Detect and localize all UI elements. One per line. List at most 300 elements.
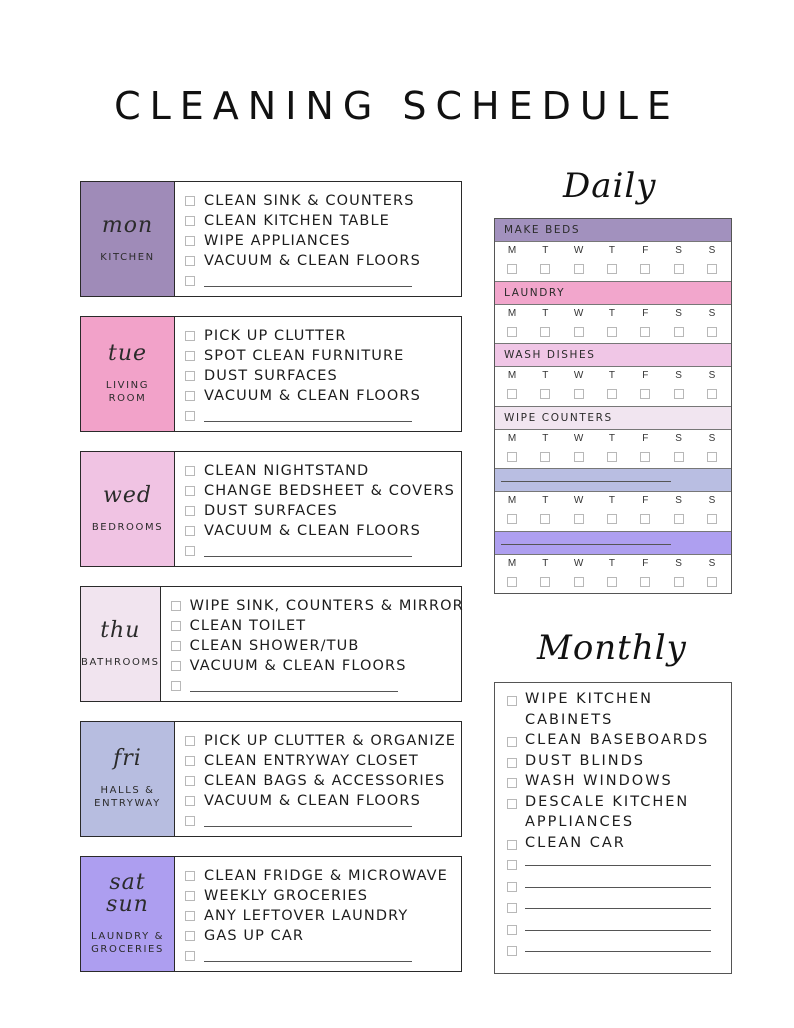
weekday-letter: S xyxy=(708,370,716,382)
task-checkbox[interactable] xyxy=(185,466,195,476)
write-in-line[interactable] xyxy=(204,275,412,287)
weekday-checkbox[interactable] xyxy=(640,452,650,462)
task-checkbox[interactable] xyxy=(185,891,195,901)
blank-task-item xyxy=(171,676,464,696)
weekday-letter: F xyxy=(642,432,649,444)
weekday-letter: M xyxy=(507,432,517,444)
weekday-letter: W xyxy=(573,245,584,256)
task-item xyxy=(185,906,461,926)
task-label: VACUUM & CLEAN FLOORS xyxy=(204,253,421,269)
monthly-checkbox[interactable] xyxy=(507,737,517,747)
weekday-column xyxy=(705,433,719,462)
weekday-checkboxes xyxy=(495,555,731,587)
task-list xyxy=(175,317,461,431)
write-in-line[interactable] xyxy=(525,875,711,888)
weekday-letter: S xyxy=(708,307,716,319)
weekday-column xyxy=(505,558,519,587)
weekday-letter: T xyxy=(608,307,616,319)
weekday-checkbox[interactable] xyxy=(674,514,684,524)
task-checkbox[interactable] xyxy=(185,391,195,401)
weekday-checkbox[interactable] xyxy=(507,577,517,587)
weekday-checkbox[interactable] xyxy=(507,389,517,399)
weekday-column xyxy=(538,245,552,274)
task-checkbox[interactable] xyxy=(185,411,195,421)
weekday-column xyxy=(538,370,552,399)
monthly-checkbox[interactable] xyxy=(507,696,517,706)
weekday-checkbox[interactable] xyxy=(640,577,650,587)
task-checkbox[interactable] xyxy=(185,871,195,881)
daily-row xyxy=(495,282,731,345)
task-checkbox[interactable] xyxy=(171,661,181,671)
day-block xyxy=(80,181,462,297)
weekday-checkbox[interactable] xyxy=(607,514,617,524)
weekday-checkbox[interactable] xyxy=(540,327,550,337)
weekday-letter: T xyxy=(542,370,549,382)
weekday-checkbox[interactable] xyxy=(707,327,717,337)
weekday-letter: W xyxy=(573,307,584,319)
monthly-item-label: DUST BLINDS xyxy=(525,752,645,769)
task-item xyxy=(171,596,464,616)
weekday-checkbox[interactable] xyxy=(674,577,684,587)
weekday-column xyxy=(672,433,686,462)
weekday-letter: S xyxy=(675,370,682,382)
day-name: sat sun xyxy=(106,870,149,917)
day-name: fri xyxy=(113,746,142,771)
monthly-checklist xyxy=(494,682,732,974)
weekday-letter: T xyxy=(608,370,616,382)
daily-row-header xyxy=(495,219,731,242)
write-in-line[interactable] xyxy=(525,918,711,931)
task-checkbox[interactable] xyxy=(185,546,195,556)
weekday-column xyxy=(705,308,719,337)
day-tab xyxy=(81,452,175,566)
weekday-checkbox[interactable] xyxy=(507,514,517,524)
day-tab xyxy=(81,857,175,971)
task-checkbox[interactable] xyxy=(185,526,195,536)
monthly-item xyxy=(507,751,731,772)
monthly-checkbox[interactable] xyxy=(507,758,517,768)
monthly-checkbox[interactable] xyxy=(507,903,517,913)
weekday-letter: T xyxy=(542,245,549,256)
room-label: LAUNDRY & GROCERIES xyxy=(91,931,164,955)
weekday-column xyxy=(572,433,586,462)
weekday-column xyxy=(605,308,619,337)
task-list xyxy=(175,182,461,296)
weekday-column xyxy=(572,558,586,587)
task-label: WIPE APPLIANCES xyxy=(204,233,351,249)
task-checkbox[interactable] xyxy=(171,641,181,651)
weekday-column xyxy=(505,308,519,337)
daily-row-header xyxy=(495,407,731,430)
day-tab xyxy=(81,317,175,431)
daily-task-label: LAUNDRY xyxy=(504,286,566,299)
weekday-letter: S xyxy=(708,432,716,444)
task-checkbox[interactable] xyxy=(185,931,195,941)
weekday-checkbox[interactable] xyxy=(540,389,550,399)
weekday-checkboxes xyxy=(495,242,731,274)
monthly-item-label: DESCALE KITCHEN APPLIANCES xyxy=(525,793,690,830)
task-checkbox[interactable] xyxy=(185,371,195,381)
task-item xyxy=(171,616,464,636)
weekday-letter: W xyxy=(573,495,584,507)
daily-row xyxy=(495,219,731,282)
task-item xyxy=(185,501,461,521)
weekday-letter: M xyxy=(507,245,517,256)
weekday-letter: S xyxy=(675,245,682,256)
write-in-line[interactable] xyxy=(204,410,412,422)
monthly-item xyxy=(507,792,731,833)
weekday-checkbox[interactable] xyxy=(574,264,584,274)
weekday-checkbox[interactable] xyxy=(574,577,584,587)
weekday-letter: T xyxy=(608,557,616,569)
task-label: CHANGE BEDSHEET & COVERS xyxy=(204,483,455,499)
weekday-checkbox[interactable] xyxy=(674,264,684,274)
blank-task-item xyxy=(185,946,461,966)
task-checkbox[interactable] xyxy=(185,331,195,341)
monthly-checkbox[interactable] xyxy=(507,778,517,788)
daily-row-header xyxy=(495,282,731,305)
day-block xyxy=(80,721,462,837)
daily-row-header xyxy=(495,344,731,367)
task-item xyxy=(185,461,461,481)
weekday-column xyxy=(572,245,586,274)
daily-row xyxy=(495,532,731,595)
task-label: WIPE SINK, COUNTERS & MIRROR xyxy=(189,598,464,614)
weekday-column xyxy=(605,245,619,274)
monthly-blank-item xyxy=(507,939,731,961)
weekday-letter: F xyxy=(642,495,649,507)
weekday-checkbox[interactable] xyxy=(607,389,617,399)
task-label: PICK UP CLUTTER & ORGANIZE xyxy=(204,733,457,749)
write-in-line[interactable] xyxy=(501,537,671,545)
task-item xyxy=(185,326,461,346)
task-checkbox[interactable] xyxy=(185,256,195,266)
weekday-checkbox[interactable] xyxy=(674,327,684,337)
task-checkbox[interactable] xyxy=(185,736,195,746)
weekday-letter: W xyxy=(573,370,584,382)
weekday-letter: M xyxy=(507,370,517,382)
weekday-column xyxy=(605,495,619,524)
daily-row xyxy=(495,344,731,407)
weekday-checkbox[interactable] xyxy=(640,514,650,524)
task-item xyxy=(185,926,461,946)
day-tab xyxy=(81,722,175,836)
weekday-column xyxy=(538,495,552,524)
task-item xyxy=(185,791,461,811)
task-label: DUST SURFACES xyxy=(204,368,338,384)
blank-task-item xyxy=(185,541,461,561)
weekday-column xyxy=(538,433,552,462)
day-block xyxy=(80,856,462,972)
weekday-column xyxy=(638,370,652,399)
task-item xyxy=(185,731,461,751)
weekday-column xyxy=(572,495,586,524)
page-title: CLEANING SCHEDULE xyxy=(114,84,680,128)
weekday-column xyxy=(638,245,652,274)
weekday-column xyxy=(638,433,652,462)
task-label: CLEAN BAGS & ACCESSORIES xyxy=(204,773,446,789)
task-checkbox[interactable] xyxy=(171,601,181,611)
task-checkbox[interactable] xyxy=(185,196,195,206)
weekday-column xyxy=(638,495,652,524)
room-label: LIVING ROOM xyxy=(105,380,150,404)
weekday-checkbox[interactable] xyxy=(507,452,517,462)
weekday-column xyxy=(705,245,719,274)
day-block xyxy=(80,586,462,702)
weekday-checkbox[interactable] xyxy=(707,452,717,462)
monthly-checkbox[interactable] xyxy=(507,799,517,809)
task-list xyxy=(161,587,464,701)
weekday-letter: S xyxy=(708,245,716,256)
task-checkbox[interactable] xyxy=(185,911,195,921)
daily-row-header xyxy=(495,532,731,555)
task-checkbox[interactable] xyxy=(185,351,195,361)
weekday-checkboxes xyxy=(495,430,731,462)
weekday-column xyxy=(705,558,719,587)
task-item xyxy=(185,886,461,906)
task-label: CLEAN SINK & COUNTERS xyxy=(204,193,415,209)
monthly-checkbox[interactable] xyxy=(507,882,517,892)
write-in-line[interactable] xyxy=(525,939,711,952)
room-label: BEDROOMS xyxy=(91,521,164,533)
weekday-checkbox[interactable] xyxy=(707,577,717,587)
weekday-column xyxy=(605,558,619,587)
weekday-column xyxy=(672,245,686,274)
day-name: thu xyxy=(100,617,141,643)
day-name: tue xyxy=(107,341,148,366)
weekday-letter: F xyxy=(642,557,649,569)
weekday-letter: F xyxy=(642,307,649,319)
task-item xyxy=(185,251,461,271)
task-label: CLEAN TOILET xyxy=(189,618,307,634)
weekday-column xyxy=(605,370,619,399)
weekday-column xyxy=(538,558,552,587)
task-checkbox[interactable] xyxy=(185,506,195,516)
daily-task-label: WASH DISHES xyxy=(504,349,596,362)
weekday-checkbox[interactable] xyxy=(540,264,550,274)
task-item xyxy=(185,231,461,251)
task-checkbox[interactable] xyxy=(185,816,195,826)
task-label: CLEAN NIGHTSTAND xyxy=(204,463,370,479)
task-label: CLEAN KITCHEN TABLE xyxy=(204,213,390,229)
weekday-letter: W xyxy=(573,432,584,444)
weekday-checkbox[interactable] xyxy=(607,264,617,274)
task-list xyxy=(175,722,461,836)
task-checkbox[interactable] xyxy=(171,681,181,691)
weekday-column xyxy=(672,558,686,587)
task-label: GAS UP CAR xyxy=(204,928,305,944)
weekday-letter: S xyxy=(675,307,682,319)
weekday-letter: T xyxy=(542,432,549,444)
weekday-letter: F xyxy=(642,245,649,256)
weekday-column xyxy=(505,245,519,274)
task-checkbox[interactable] xyxy=(185,951,195,961)
weekday-checkbox[interactable] xyxy=(574,327,584,337)
weekday-checkbox[interactable] xyxy=(607,327,617,337)
weekday-column xyxy=(638,558,652,587)
day-name: wed xyxy=(103,482,152,508)
weekday-letter: F xyxy=(642,370,649,382)
weekday-letter: M xyxy=(507,495,517,507)
weekday-checkboxes xyxy=(495,305,731,337)
weekday-column xyxy=(572,308,586,337)
monthly-item-label: WIPE KITCHEN CABINETS xyxy=(525,691,653,728)
task-checkbox[interactable] xyxy=(185,756,195,766)
task-item xyxy=(185,866,461,886)
weekday-checkbox[interactable] xyxy=(607,452,617,462)
weekday-checkbox[interactable] xyxy=(674,452,684,462)
weekday-checkbox[interactable] xyxy=(707,264,717,274)
task-checkbox[interactable] xyxy=(185,796,195,806)
monthly-blank-item xyxy=(507,896,731,918)
monthly-checkbox[interactable] xyxy=(507,840,517,850)
monthly-checkbox[interactable] xyxy=(507,925,517,935)
write-in-line[interactable] xyxy=(525,853,711,866)
monthly-item xyxy=(507,771,731,792)
daily-row xyxy=(495,469,731,532)
weekday-checkboxes xyxy=(495,367,731,399)
weekday-checkbox[interactable] xyxy=(574,452,584,462)
daily-tracker-table xyxy=(494,218,732,594)
task-label: PICK UP CLUTTER xyxy=(204,328,347,344)
weekday-checkbox[interactable] xyxy=(640,327,650,337)
write-in-line[interactable] xyxy=(525,896,711,909)
write-in-line[interactable] xyxy=(204,815,412,827)
task-label: ANY LEFTOVER LAUNDRY xyxy=(204,908,409,924)
day-tab xyxy=(81,182,175,296)
monthly-blank-item xyxy=(507,853,731,875)
monthly-item xyxy=(507,689,731,730)
task-checkbox[interactable] xyxy=(185,776,195,786)
weekday-column xyxy=(505,495,519,524)
monthly-item-label: CLEAN BASEBOARDS xyxy=(525,732,710,748)
room-label: BATHROOMS xyxy=(81,656,160,668)
weekday-column xyxy=(538,308,552,337)
task-list xyxy=(175,857,461,971)
weekday-column xyxy=(505,370,519,399)
monthly-item-label: CLEAN CAR xyxy=(525,834,626,851)
task-item xyxy=(185,191,461,211)
task-label: DUST SURFACES xyxy=(204,503,338,519)
room-label: HALLS & ENTRYWAY xyxy=(94,785,161,809)
monthly-blank-item xyxy=(507,875,731,897)
weekday-letter: T xyxy=(542,495,549,507)
task-label: CLEAN ENTRYWAY CLOSET xyxy=(204,753,419,769)
weekday-checkbox[interactable] xyxy=(607,577,617,587)
daily-task-label: WIPE COUNTERS xyxy=(504,411,613,424)
weekday-letter: S xyxy=(675,557,682,569)
task-label: VACUUM & CLEAN FLOORS xyxy=(204,793,421,809)
weekday-column xyxy=(672,495,686,524)
task-list xyxy=(175,452,461,566)
weekday-letter: M xyxy=(507,557,517,569)
task-checkbox[interactable] xyxy=(185,486,195,496)
weekday-column xyxy=(705,370,719,399)
weekday-column xyxy=(572,370,586,399)
weekday-letter: S xyxy=(675,495,682,507)
weekday-checkbox[interactable] xyxy=(540,452,550,462)
weekday-checkbox[interactable] xyxy=(507,264,517,274)
weekday-letter: T xyxy=(608,495,616,507)
weekday-column xyxy=(705,495,719,524)
task-item xyxy=(185,771,461,791)
task-item xyxy=(185,386,461,406)
blank-task-item xyxy=(185,811,461,831)
task-label: VACUUM & CLEAN FLOORS xyxy=(204,388,421,404)
weekday-letter: W xyxy=(573,557,584,569)
write-in-line[interactable] xyxy=(204,545,412,557)
weekday-column xyxy=(605,433,619,462)
weekday-checkbox[interactable] xyxy=(707,514,717,524)
weekday-letter: T xyxy=(608,432,616,444)
weekday-checkbox[interactable] xyxy=(674,389,684,399)
write-in-line[interactable] xyxy=(190,680,398,692)
weekday-letter: T xyxy=(542,307,549,319)
daily-task-label: MAKE BEDS xyxy=(504,224,581,236)
daily-heading: Daily xyxy=(563,166,657,206)
day-name: mon xyxy=(101,212,154,238)
task-checkbox[interactable] xyxy=(185,236,195,246)
weekday-letter: S xyxy=(708,495,716,507)
weekday-checkbox[interactable] xyxy=(640,264,650,274)
blank-task-item xyxy=(185,271,461,291)
weekday-letter: T xyxy=(608,245,616,256)
task-item xyxy=(185,521,461,541)
monthly-item xyxy=(507,730,731,751)
weekday-column xyxy=(672,308,686,337)
weekday-letter: S xyxy=(708,557,716,569)
monthly-checkbox[interactable] xyxy=(507,946,517,956)
task-item xyxy=(185,366,461,386)
task-checkbox[interactable] xyxy=(171,621,181,631)
task-label: CLEAN SHOWER/TUB xyxy=(189,638,360,654)
weekday-checkbox[interactable] xyxy=(707,389,717,399)
task-item xyxy=(171,656,464,676)
weekday-checkbox[interactable] xyxy=(540,514,550,524)
room-label: KITCHEN xyxy=(100,251,155,263)
weekday-column xyxy=(638,308,652,337)
weekday-column xyxy=(672,370,686,399)
monthly-blank-item xyxy=(507,918,731,940)
task-checkbox[interactable] xyxy=(185,216,195,226)
weekday-checkbox[interactable] xyxy=(574,389,584,399)
task-item xyxy=(185,481,461,501)
blank-task-item xyxy=(185,406,461,426)
task-label: CLEAN FRIDGE & MICROWAVE xyxy=(204,868,448,884)
task-checkbox[interactable] xyxy=(185,276,195,286)
day-block xyxy=(80,316,462,432)
weekday-checkbox[interactable] xyxy=(640,389,650,399)
task-item xyxy=(185,211,461,231)
daily-row-header xyxy=(495,469,731,492)
day-tab xyxy=(81,587,161,701)
monthly-heading: Monthly xyxy=(537,628,687,668)
write-in-line[interactable] xyxy=(204,950,412,962)
task-label: WEEKLY GROCERIES xyxy=(204,888,369,904)
weekday-checkbox[interactable] xyxy=(540,577,550,587)
weekday-letter: S xyxy=(675,432,682,444)
write-in-line[interactable] xyxy=(501,474,671,482)
task-item xyxy=(185,751,461,771)
weekday-checkbox[interactable] xyxy=(574,514,584,524)
weekday-letter: M xyxy=(507,307,517,319)
monthly-item xyxy=(507,833,731,854)
weekday-checkboxes xyxy=(495,492,731,524)
daily-row xyxy=(495,407,731,470)
task-label: SPOT CLEAN FURNITURE xyxy=(204,348,405,364)
weekday-checkbox[interactable] xyxy=(507,327,517,337)
monthly-checkbox[interactable] xyxy=(507,860,517,870)
